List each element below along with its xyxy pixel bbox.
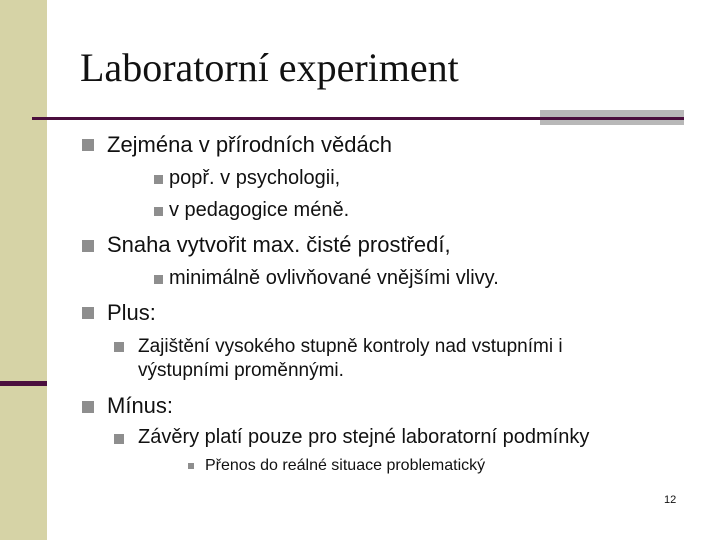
- square-bullet-icon: [114, 434, 124, 444]
- left-decor-band: [0, 0, 47, 540]
- bullet-text: Mínus:: [107, 393, 174, 418]
- bullet-text: minimálně ovlivňované vnějšími vlivy.: [169, 267, 499, 289]
- square-bullet-icon: [114, 342, 124, 352]
- square-bullet-icon: [154, 175, 163, 184]
- square-bullet-icon: [154, 275, 163, 284]
- square-bullet-icon: [82, 307, 94, 319]
- square-bullet-icon: [154, 207, 163, 216]
- square-bullet-icon: [82, 139, 94, 151]
- bullet-text: v pedagogice méně.: [169, 199, 350, 221]
- square-bullet-icon: [82, 401, 94, 413]
- bullet-text: Plus:: [107, 300, 156, 325]
- left-accent-bar: [0, 381, 47, 386]
- page-number: 12: [664, 494, 677, 506]
- square-bullet-icon: [82, 240, 94, 252]
- bullet-text: Přenos do reálné situace problematický: [205, 457, 486, 474]
- slide-title: Laboratorní experiment: [80, 45, 459, 90]
- square-bullet-icon: [188, 463, 194, 469]
- title-decor-line: [540, 117, 684, 120]
- bullet-text: Závěry platí pouze pro stejné laboratorní podmínky: [138, 426, 590, 448]
- title-underline: [32, 117, 542, 120]
- bullet-text: Zajištění vysokého stupně kontroly nad vstupními i výstupními proměnnými.: [138, 336, 563, 381]
- bullet-text: Zejména v přírodních vědách: [107, 132, 392, 157]
- bullet-text: popř. v psychologii,: [169, 167, 341, 189]
- bullet-text: Snaha vytvořit max. čisté prostředí,: [107, 232, 451, 257]
